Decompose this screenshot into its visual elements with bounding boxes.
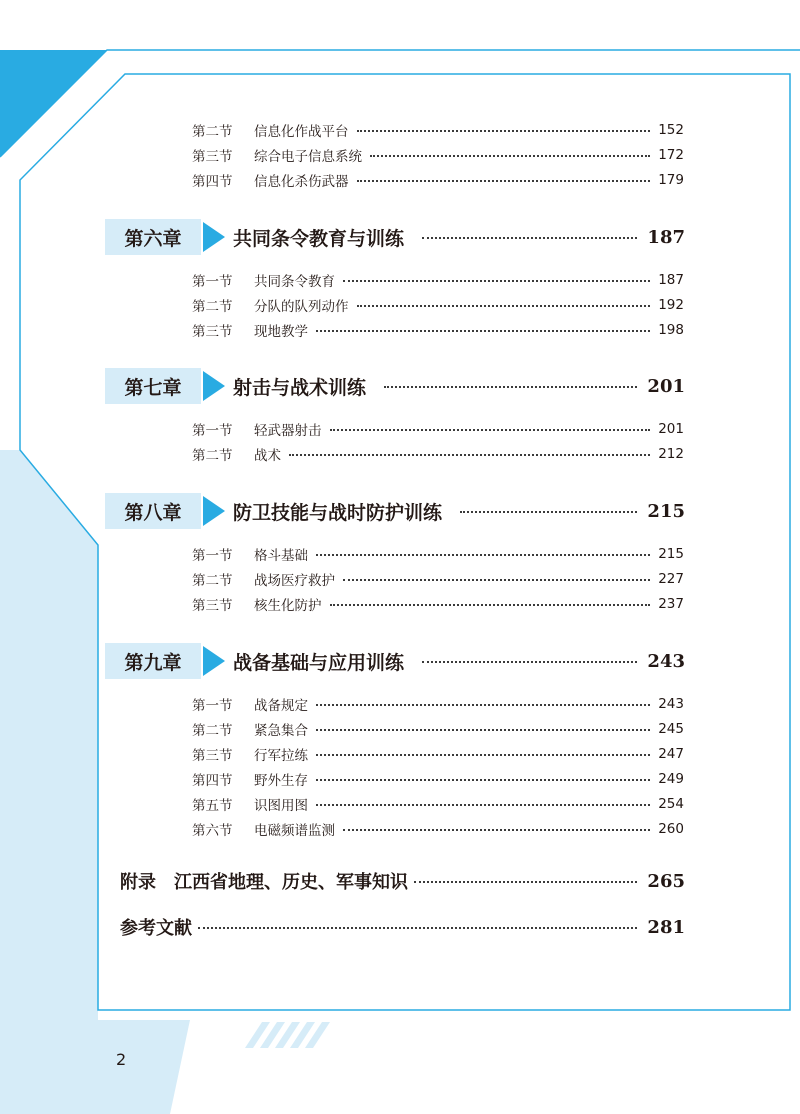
section-title: 信息化作战平台 xyxy=(254,124,349,140)
section-number: 第二节 xyxy=(192,723,233,739)
dot-leader xyxy=(460,511,637,513)
toc-chapter-entry[interactable] xyxy=(105,368,685,404)
dot-leader xyxy=(330,429,651,431)
dot-leader xyxy=(343,829,650,831)
chapter-title: 射击与战术训练 xyxy=(233,376,367,399)
chapter-arrow-icon xyxy=(203,371,225,401)
chapter-title: 共同条令教育与训练 xyxy=(233,227,405,250)
section-title: 综合电子信息系统 xyxy=(254,149,362,165)
chapter-title: 防卫技能与战时防护训练 xyxy=(233,501,443,524)
chapter-number: 第九章 xyxy=(105,643,201,679)
section-page: 172 xyxy=(658,147,684,163)
toc-section-entry[interactable] xyxy=(192,443,684,465)
dot-leader xyxy=(316,779,650,781)
chapter-arrow-icon xyxy=(203,496,225,526)
section-number: 第二节 xyxy=(192,299,233,315)
toc-section-entry[interactable] xyxy=(192,144,684,166)
chapter-number: 第七章 xyxy=(105,368,201,404)
chapter-number: 第八章 xyxy=(105,493,201,529)
toc-section-entry[interactable] xyxy=(192,768,684,790)
page-number: 2 xyxy=(116,1050,127,1069)
section-title: 行军拉练 xyxy=(254,748,308,764)
section-number: 第二节 xyxy=(192,573,233,589)
chapter-page: 215 xyxy=(647,500,685,522)
references-page: 281 xyxy=(647,916,685,938)
section-title: 轻武器射击 xyxy=(254,423,322,439)
dot-leader xyxy=(343,579,650,581)
section-page: 201 xyxy=(658,421,684,437)
dot-leader xyxy=(198,927,637,929)
section-page: 260 xyxy=(658,821,684,837)
section-title: 格斗基础 xyxy=(254,548,308,564)
section-page: 237 xyxy=(658,596,684,612)
section-title: 战术 xyxy=(254,448,281,464)
appendix-title xyxy=(120,868,408,894)
chapter-number: 第六章 xyxy=(105,219,201,255)
section-page: 243 xyxy=(658,696,684,712)
toc-references-entry[interactable] xyxy=(120,912,685,942)
section-number: 第六节 xyxy=(192,823,233,839)
section-number: 第三节 xyxy=(192,748,233,764)
toc-section-entry[interactable] xyxy=(192,169,684,191)
toc-section-entry[interactable] xyxy=(192,793,684,815)
toc-section-entry[interactable] xyxy=(192,543,684,565)
section-title: 信息化杀伤武器 xyxy=(254,174,349,190)
dot-leader xyxy=(357,305,651,307)
dot-leader xyxy=(316,804,650,806)
toc-section-entry[interactable] xyxy=(192,418,684,440)
dot-leader xyxy=(414,881,637,883)
chapter-page: 201 xyxy=(647,375,685,397)
section-title: 野外生存 xyxy=(254,773,308,789)
section-number: 第三节 xyxy=(192,149,233,165)
dot-leader xyxy=(357,180,651,182)
toc-section-entry[interactable] xyxy=(192,743,684,765)
dot-leader xyxy=(422,237,637,239)
chapter-arrow-icon xyxy=(203,222,225,252)
section-title: 战场医疗救护 xyxy=(254,573,335,589)
section-page: 212 xyxy=(658,446,684,462)
appendix-name: 江西省地理、历史、军事知识 xyxy=(174,872,408,893)
dot-leader xyxy=(316,754,650,756)
section-title: 核生化防护 xyxy=(254,598,322,614)
section-title: 现地教学 xyxy=(254,324,308,340)
section-page: 198 xyxy=(658,322,684,338)
toc-section-entry[interactable] xyxy=(192,593,684,615)
section-number: 第一节 xyxy=(192,548,233,564)
section-number: 第二节 xyxy=(192,448,233,464)
toc-section-entry[interactable] xyxy=(192,818,684,840)
toc-section-entry[interactable] xyxy=(192,319,684,341)
section-number: 第一节 xyxy=(192,698,233,714)
toc-section-entry[interactable] xyxy=(192,693,684,715)
section-title: 战备规定 xyxy=(254,698,308,714)
dot-leader xyxy=(289,454,650,456)
section-page: 249 xyxy=(658,771,684,787)
section-title: 电磁频谱监测 xyxy=(254,823,335,839)
dot-leader xyxy=(316,704,650,706)
section-number: 第五节 xyxy=(192,798,233,814)
section-number: 第三节 xyxy=(192,324,233,340)
dot-leader xyxy=(316,554,650,556)
section-page: 152 xyxy=(658,122,684,138)
dot-leader xyxy=(422,661,637,663)
section-page: 245 xyxy=(658,721,684,737)
toc-section-entry[interactable] xyxy=(192,568,684,590)
section-title: 共同条令教育 xyxy=(254,274,335,290)
dot-leader xyxy=(384,386,637,388)
section-page: 254 xyxy=(658,796,684,812)
section-number: 第四节 xyxy=(192,773,233,789)
toc-section-entry[interactable] xyxy=(192,718,684,740)
references-title: 参考文献 xyxy=(120,918,192,939)
appendix-label: 附录 xyxy=(120,872,156,893)
toc-appendix-entry[interactable] xyxy=(120,866,685,896)
section-page: 247 xyxy=(658,746,684,762)
dot-leader xyxy=(357,130,651,132)
chapter-page: 187 xyxy=(647,226,685,248)
chapter-arrow-icon xyxy=(203,646,225,676)
section-page: 215 xyxy=(658,546,684,562)
dot-leader xyxy=(343,280,650,282)
toc-section-entry[interactable] xyxy=(192,269,684,291)
dot-leader xyxy=(316,729,650,731)
toc-section-entry[interactable] xyxy=(192,294,684,316)
dot-leader xyxy=(330,604,651,606)
section-page: 227 xyxy=(658,571,684,587)
section-page: 187 xyxy=(658,272,684,288)
section-number: 第三节 xyxy=(192,598,233,614)
section-title: 紧急集合 xyxy=(254,723,308,739)
dot-leader xyxy=(370,155,650,157)
chapter-page: 243 xyxy=(647,650,685,672)
toc-chapter-entry[interactable] xyxy=(105,219,685,255)
dot-leader xyxy=(316,330,650,332)
section-title: 分队的队列动作 xyxy=(254,299,349,315)
chapter-title: 战备基础与应用训练 xyxy=(233,651,405,674)
toc-chapter-entry[interactable] xyxy=(105,493,685,529)
section-title: 识图用图 xyxy=(254,798,308,814)
toc-section-entry[interactable] xyxy=(192,119,684,141)
section-page: 192 xyxy=(658,297,684,313)
section-number: 第二节 xyxy=(192,124,233,140)
appendix-page: 265 xyxy=(647,870,685,892)
toc-chapter-entry[interactable] xyxy=(105,643,685,679)
section-number: 第一节 xyxy=(192,274,233,290)
section-number: 第一节 xyxy=(192,423,233,439)
section-number: 第四节 xyxy=(192,174,233,190)
section-page: 179 xyxy=(658,172,684,188)
